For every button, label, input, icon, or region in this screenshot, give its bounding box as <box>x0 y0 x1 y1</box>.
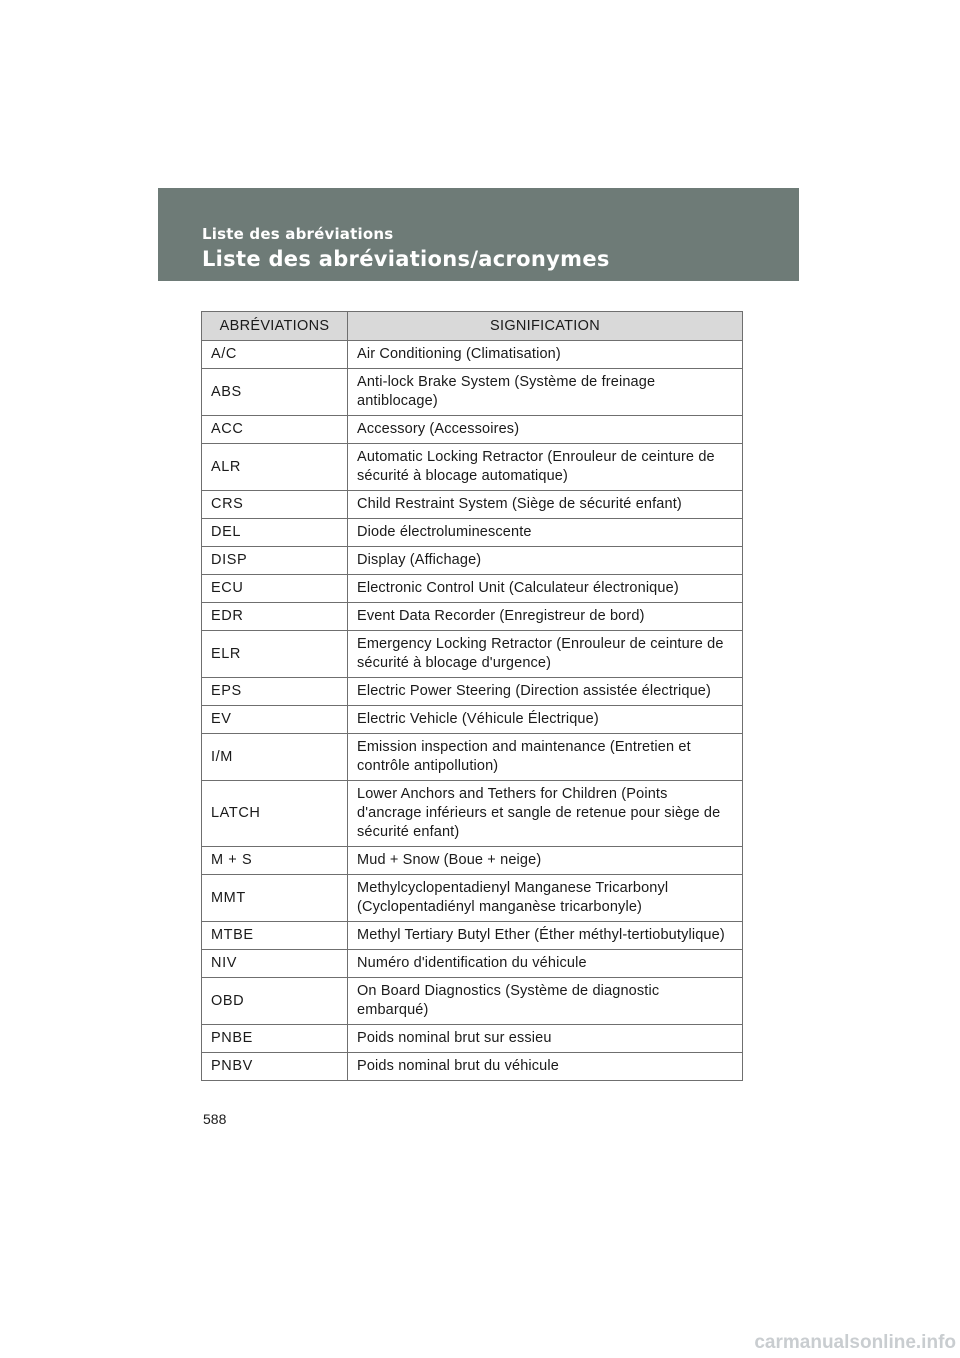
abbreviation-cell: PNBV <box>202 1053 348 1081</box>
table-row <box>202 341 743 369</box>
abbreviation-cell: A/C <box>202 341 348 369</box>
table-row <box>202 369 743 416</box>
table-row <box>202 678 743 706</box>
table-row <box>202 1053 743 1081</box>
meaning-cell: Diode électroluminescente <box>348 519 743 547</box>
meaning-cell: Methyl Tertiary Butyl Ether (Éther méthyl-tertiobutylique) <box>348 922 743 950</box>
table-row <box>202 875 743 922</box>
abbreviation-cell: M + S <box>202 847 348 875</box>
table-header-row <box>202 312 743 341</box>
section-label: Liste des abréviations <box>202 225 394 243</box>
table-row <box>202 444 743 491</box>
meaning-cell: Poids nominal brut sur essieu <box>348 1025 743 1053</box>
meaning-cell: Accessory (Accessoires) <box>348 416 743 444</box>
table-row <box>202 416 743 444</box>
table-row <box>202 950 743 978</box>
abbreviation-cell: MMT <box>202 875 348 922</box>
abbreviation-cell: ACC <box>202 416 348 444</box>
meaning-cell: Event Data Recorder (Enregistreur de bord) <box>348 603 743 631</box>
meaning-cell: Emission inspection and maintenance (Entretien et contrôle antipollution) <box>348 734 743 781</box>
abbreviation-cell: ECU <box>202 575 348 603</box>
meaning-cell: Lower Anchors and Tethers for Children (Points d'ancrage inférieurs et sangle de retenue pour siège de sécurité enfant) <box>348 781 743 847</box>
abbreviation-cell: EV <box>202 706 348 734</box>
abbreviation-cell: EDR <box>202 603 348 631</box>
table-row <box>202 603 743 631</box>
header-band <box>158 188 799 281</box>
meaning-cell: Electric Power Steering (Direction assistée électrique) <box>348 678 743 706</box>
abbreviation-cell: ELR <box>202 631 348 678</box>
page-title: Liste des abréviations/acronymes <box>202 247 610 271</box>
page-number: 588 <box>203 1111 227 1127</box>
abbreviation-cell: I/M <box>202 734 348 781</box>
table-row <box>202 547 743 575</box>
abbreviation-cell: NIV <box>202 950 348 978</box>
table-row <box>202 491 743 519</box>
meaning-cell: Electronic Control Unit (Calculateur électronique) <box>348 575 743 603</box>
meaning-cell: Electric Vehicle (Véhicule Électrique) <box>348 706 743 734</box>
abbreviation-cell: PNBE <box>202 1025 348 1053</box>
abbreviation-cell: ABS <box>202 369 348 416</box>
meaning-cell: Mud + Snow (Boue + neige) <box>348 847 743 875</box>
column-header-abbreviations: ABRÉVIATIONS <box>202 312 348 341</box>
meaning-cell: Display (Affichage) <box>348 547 743 575</box>
abbreviation-cell: ALR <box>202 444 348 491</box>
meaning-cell: Numéro d'identification du véhicule <box>348 950 743 978</box>
table-row <box>202 706 743 734</box>
abbreviation-cell: MTBE <box>202 922 348 950</box>
table-row <box>202 978 743 1025</box>
table-row <box>202 631 743 678</box>
abbreviation-cell: EPS <box>202 678 348 706</box>
meaning-cell: Emergency Locking Retractor (Enrouleur de ceinture de sécurité à blocage d'urgence) <box>348 631 743 678</box>
table-row <box>202 847 743 875</box>
abbreviation-cell: DEL <box>202 519 348 547</box>
meaning-cell: Anti-lock Brake System (Système de freinage antiblocage) <box>348 369 743 416</box>
table-row <box>202 734 743 781</box>
abbreviation-cell: LATCH <box>202 781 348 847</box>
abbreviations-table <box>201 311 743 1081</box>
meaning-cell: Child Restraint System (Siège de sécurité enfant) <box>348 491 743 519</box>
table-row <box>202 575 743 603</box>
abbreviation-cell: DISP <box>202 547 348 575</box>
table-row <box>202 922 743 950</box>
abbreviation-cell: OBD <box>202 978 348 1025</box>
meaning-cell: On Board Diagnostics (Système de diagnostic embarqué) <box>348 978 743 1025</box>
meaning-cell: Poids nominal brut du véhicule <box>348 1053 743 1081</box>
abbreviation-cell: CRS <box>202 491 348 519</box>
table-row <box>202 1025 743 1053</box>
watermark: carmanualsonline.info <box>754 1332 956 1353</box>
table-row <box>202 519 743 547</box>
meaning-cell: Air Conditioning (Climatisation) <box>348 341 743 369</box>
table-row <box>202 781 743 847</box>
column-header-signification: SIGNIFICATION <box>348 312 743 341</box>
meaning-cell: Methylcyclopentadienyl Manganese Tricarbonyl (Cyclopentadiényl manganèse tricarbonyle) <box>348 875 743 922</box>
meaning-cell: Automatic Locking Retractor (Enrouleur de ceinture de sécurité à blocage automatique) <box>348 444 743 491</box>
